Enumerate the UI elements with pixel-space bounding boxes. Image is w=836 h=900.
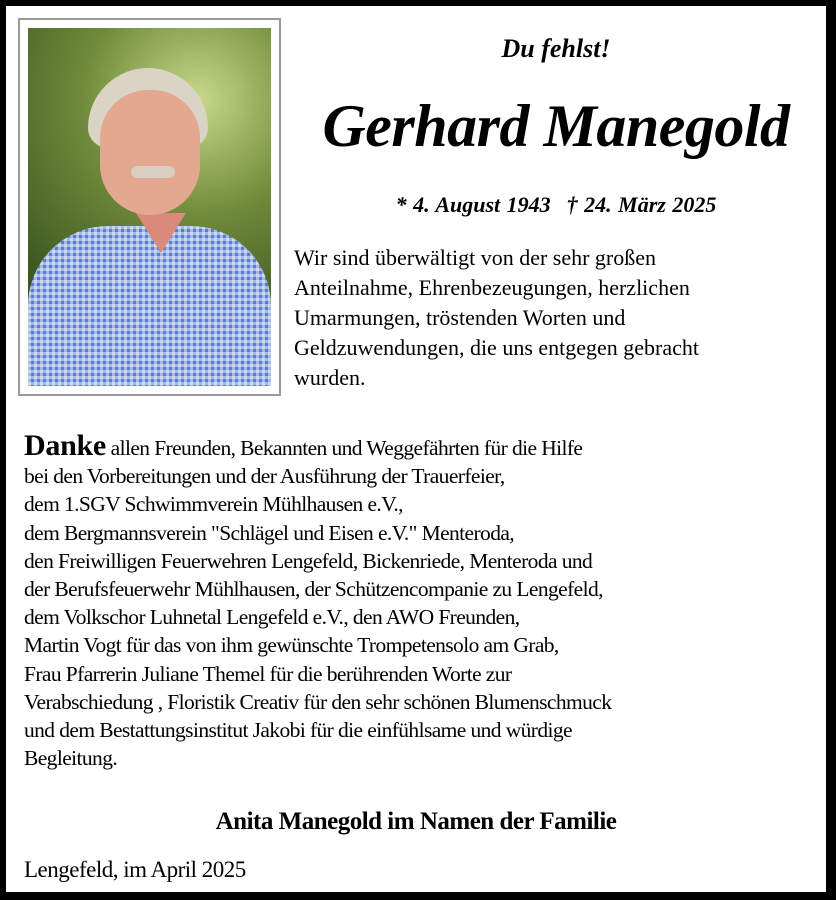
family-signature: Anita Manegold im Namen der Familie <box>215 808 617 835</box>
portrait-frame <box>18 18 281 396</box>
message-line: Geldzuwendungen, die uns entgegen gebracht <box>294 335 700 360</box>
message-line: Umarmungen, tröstenden Worten und <box>294 305 626 330</box>
photo-face <box>100 90 200 215</box>
intro-heading: Du fehlst! <box>501 34 611 63</box>
photo-shirt <box>28 226 271 386</box>
thanks-line: dem Bergmannsverein "Schlägel und Eisen e.V." Menteroda, <box>24 520 515 545</box>
thanks-line: dem 1.SGV Schwimmverein Mühlhausen e.V., <box>24 492 403 517</box>
message-line: Wir sind überwältigt von der sehr großen <box>294 245 657 270</box>
thanks-line: bei den Vorbereitungen und der Ausführung der Trauerfeier, <box>24 464 505 489</box>
thanks-line: Martin Vogt für das von ihm gewünschte Trompetensolo am Grab, <box>24 633 559 658</box>
birth-date: * 4. August 1943 <box>395 192 551 217</box>
thanks-section <box>24 429 824 772</box>
obituary-notice <box>6 6 826 892</box>
danke-word: Danke <box>24 429 106 462</box>
thanks-line: Frau Pfarrerin Juliane Themel für die berührenden Worte zur <box>24 661 512 686</box>
deceased-name: Gerhard Manegold <box>322 93 790 159</box>
thanks-line: der Berufsfeuerwehr Mühlhausen, der Schützencompanie zu Lengefeld, <box>24 577 603 602</box>
thanks-line: dem Volkschor Luhnetal Lengefeld e.V., den AWO Freunden, <box>24 605 520 630</box>
gratitude-message <box>294 243 814 393</box>
message-line: Anteilnahme, Ehrenbezeugungen, herzlichen <box>294 275 690 300</box>
thanks-first-line: allen Freunden, Bekannten und Weggefährten für die Hilfe <box>105 436 583 460</box>
thanks-line: Verabschiedung , Floristik Creativ für den sehr schönen Blumenschmuck <box>24 689 612 714</box>
message-line: wurden. <box>294 365 366 390</box>
thanks-line <box>24 429 824 462</box>
thanks-line: und dem Bestattungsinstitut Jakobi für die einfühlsame und würdige <box>24 718 572 743</box>
photo-mustache <box>131 166 175 178</box>
thanks-line: Begleitung. <box>24 746 118 771</box>
thanks-line: den Freiwilligen Feuerwehren Lengefeld, Bickenriede, Menteroda und <box>24 548 593 573</box>
portrait-photo <box>28 28 271 386</box>
life-dates <box>296 192 816 218</box>
place-date: Lengefeld, im April 2025 <box>24 857 246 882</box>
death-date: † 24. März 2025 <box>566 192 717 217</box>
